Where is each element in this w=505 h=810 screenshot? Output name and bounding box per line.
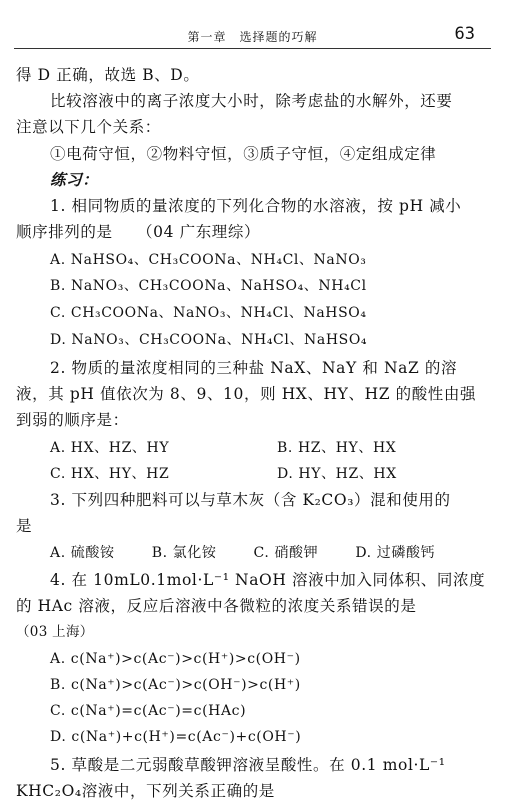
question-2: 2. 物质的量浓度相同的三种盐 NaX、NaY 和 NaZ 的溶 [50, 359, 458, 377]
question-3-cont: 是 [16, 517, 33, 535]
question-5-cont: KHC₂O₄溶液中，下列关系正确的是 [16, 782, 275, 800]
option-4b: B. c(Na⁺)>c(Ac⁻)>c(OH⁻)>c(H⁺) [50, 677, 301, 693]
option-2b: B. HZ、HY、HX [277, 440, 397, 456]
chapter-title: 第一章 选择题的巧解 [187, 30, 318, 44]
text-line: 比较溶液中的离子浓度大小时，除考虑盐的水解外，还要 [50, 92, 453, 110]
option-1a: A. NaHSO₄、CH₃COONa、NH₄Cl、NaNO₃ [50, 252, 367, 268]
option-2d: D. HY、HZ、HX [277, 466, 397, 482]
option-3b: B. 氯化铵 [151, 545, 217, 561]
option-4d: D. c(Na⁺)+c(H⁺)=c(Ac⁻)+c(OH⁻) [50, 729, 302, 745]
question-4-source: （03 上海） [16, 624, 94, 640]
option-row [50, 461, 491, 487]
option-2c: C. HX、HY、HZ [50, 466, 170, 482]
text-line: 得 D 正确，故选 B、D。 [16, 66, 200, 84]
question-4-cont: 的 HAc 溶液，反应后溶液中各微粒的浓度关系错误的是 [16, 597, 417, 615]
option-4c: C. c(Na⁺)=c(Ac⁻)=c(HAc) [50, 703, 247, 719]
option-row [50, 540, 491, 566]
option-3c: C. 硝酸钾 [253, 545, 319, 561]
option-1d: D. NaNO₃、CH₃COONa、NH₄Cl、NaHSO₄ [50, 332, 368, 348]
option-3a: A. 硫酸铵 [50, 545, 115, 561]
text-line: 注意以下几个关系： [16, 118, 161, 136]
question-1-cont: 顺序排列的是 （04 广东理综） [16, 223, 261, 241]
question-4: 4. 在 10mL0.1mol·L⁻¹ NaOH 溶液中加入同体积、同浓度 [50, 571, 486, 589]
question-2-cont: 到弱的顺序是： [16, 411, 129, 429]
option-3d: D. 过磷酸钙 [355, 545, 436, 561]
text-line: ①电荷守恒，②物料守恒，③质子守恒，④定组成定律 [50, 145, 437, 163]
question-2-cont: 液，其 pH 值依次为 8、9、10，则 HX、HY、HZ 的酸性由强 [16, 385, 477, 403]
exercise-heading: 练习： [50, 170, 99, 189]
page-header [14, 22, 491, 49]
option-1b: B. NaNO₃、CH₃COONa、NaHSO₄、NH₄Cl [50, 278, 367, 294]
option-2a: A. HX、HZ、HY [50, 440, 170, 456]
question-1: 1. 相同物质的量浓度的下列化合物的水溶液，按 pH 减小 [50, 197, 462, 215]
option-1c: C. CH₃COONa、NaNO₃、NH₄Cl、NaHSO₄ [50, 305, 367, 321]
option-row [50, 435, 491, 461]
option-4a: A. c(Na⁺)>c(Ac⁻)>c(H⁺)>c(OH⁻) [50, 651, 301, 667]
question-3: 3. 下列四种肥料可以与草木灰（含 K₂CO₃）混和使用的 [50, 491, 451, 509]
question-5: 5. 草酸是二元弱酸草酸钾溶液呈酸性。在 0.1 mol·L⁻¹ [50, 756, 446, 774]
page-number: 63 [454, 24, 475, 44]
